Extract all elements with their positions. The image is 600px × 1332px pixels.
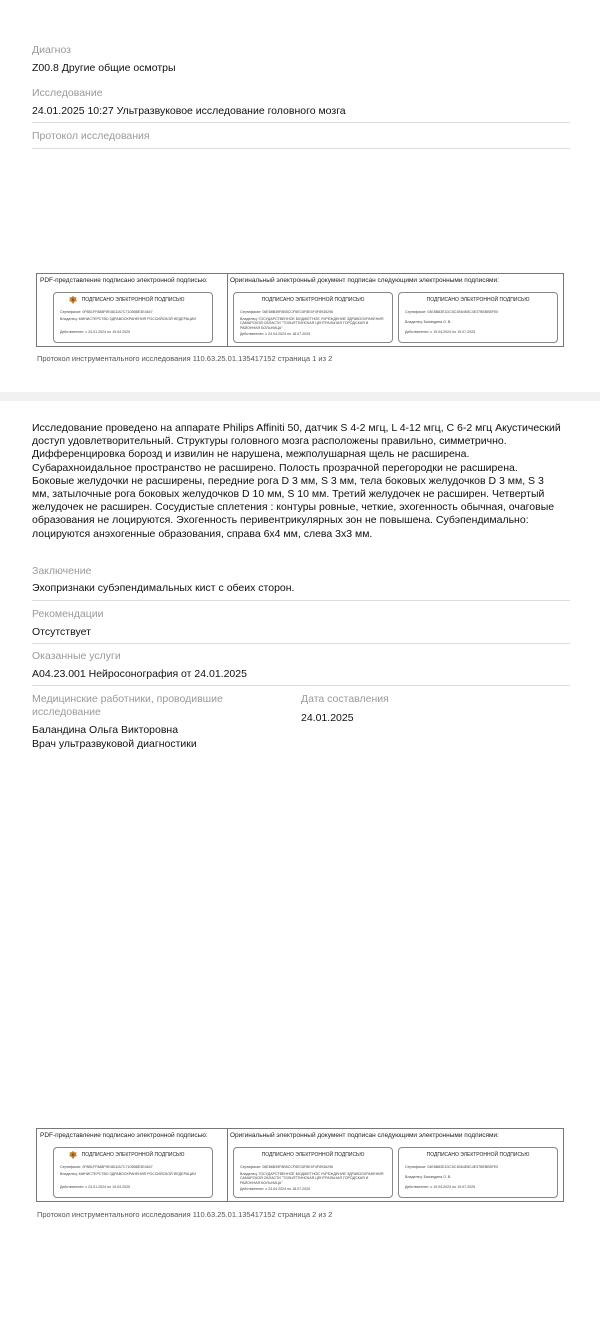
conclusion-label: Заключение <box>32 565 92 577</box>
staff-label <box>32 693 282 719</box>
date-value: 24.01.2025 <box>301 712 354 724</box>
stamp-certificate: Сертификат: 04E8B83E1DC5C1B64E8C4E37BEBB5FE0 <box>405 310 499 314</box>
diagnosis-section <box>32 44 570 57</box>
staff-role: Врач ультразвуковой диагностики <box>32 738 197 750</box>
diagnosis-value: Z00.8 Другие общие осмотры <box>32 62 176 74</box>
staff-label-line: исследование <box>32 706 101 718</box>
signature-left-header: PDF-представление подписано электронной подписью: <box>40 277 208 284</box>
stamp-validity: Действителен: с 24.01.2024 по 19.04.2025 <box>60 1185 131 1189</box>
recommendations-label: Рекомендации <box>32 608 104 620</box>
stamp-title: ПОДПИСАНО ЭЛЕКТРОННОЙ ПОДПИСЬЮ <box>426 297 530 303</box>
signature-block <box>36 273 564 347</box>
page-footer: Протокол инструментального исследования 110.63.25.01.135417152 страница 2 из 2 <box>37 1210 333 1219</box>
signature-divider <box>227 1129 228 1201</box>
divider <box>32 600 570 601</box>
document-page-1 <box>0 0 600 392</box>
stamp-certificate: Сертификат: 0F8B1FF888F9E481DA7C7105B8E3E4647 <box>60 310 153 314</box>
signature-stamp <box>398 292 558 343</box>
signature-stamp <box>53 1147 213 1198</box>
protocol-label: Протокол исследования <box>32 130 150 142</box>
stamp-certificate: Сертификат: 0F8B1FF888F9E481DA7C7105B8E3E4647 <box>60 1165 153 1169</box>
stamp-title: ПОДПИСАНО ЭЛЕКТРОННОЙ ПОДПИСЬЮ <box>426 1152 530 1158</box>
signature-stamp <box>233 292 393 343</box>
study-label: Исследование <box>32 87 103 99</box>
staff-label-line: Медицинские работники, проводившие <box>32 693 223 705</box>
signature-left-header: PDF-представление подписано электронной подписью: <box>40 1132 208 1139</box>
stamp-certificate: Сертификат: 06E88B39F8B5CCF6EC6F8E4F4F8936296 <box>240 1165 334 1169</box>
stamp-owner: Владелец: ГОСУДАРСТВЕННОЕ БЮДЖЕТНОЕ УЧРЕЖДЕНИЕ ЗДРАВООХРАНЕНИЯ САМАРСКОЙ ОБЛАСТИ "ТОЛЬЯТТИНСКАЯ ЦЕНТРАЛЬНАЯ ГОРОДСКАЯ И РАЙОННАЯ БОЛЬНИЦА" <box>240 1172 384 1185</box>
diagnosis-label: Диагноз <box>32 44 71 56</box>
page-separator <box>0 392 600 401</box>
services-label: Оказанные услуги <box>32 650 121 662</box>
signature-block <box>36 1128 564 1202</box>
stamp-certificate: Сертификат: 04E8B83E1DC5C1B64E8C4E37BEBB5FE0 <box>405 1165 499 1169</box>
stamp-owner: Владелец: МИНИСТЕРСТВО ЗДРАВООХРАНЕНИЯ РОССИЙСКОЙ ФЕДЕРАЦИИ <box>60 1172 196 1176</box>
date-label: Дата составления <box>301 693 389 705</box>
recommendations-value: Отсутствует <box>32 626 91 638</box>
stamp-title: ПОДПИСАНО ЭЛЕКТРОННОЙ ПОДПИСЬЮ <box>81 297 185 303</box>
divider <box>32 685 570 686</box>
stamp-owner: Владелец: ГОСУДАРСТВЕННОЕ БЮДЖЕТНОЕ УЧРЕЖДЕНИЕ ЗДРАВООХРАНЕНИЯ САМАРСКОЙ ОБЛАСТИ "ТОЛЬЯТТИНСКАЯ ЦЕНТРАЛЬНАЯ ГОРОДСКАЯ И РАЙОННАЯ БОЛЬНИЦА" <box>240 317 384 330</box>
stamp-owner: Владелец: Баландина О. В. <box>405 1175 452 1179</box>
staff-name: Баландина Ольга Викторовна <box>32 724 179 736</box>
services-value: A04.23.001 Нейросонография от 24.01.2025 <box>32 668 247 680</box>
document-page-2 <box>0 401 600 1332</box>
signature-right-header: Оригинальный электронный документ подписан следующими электронными подписями: <box>230 277 499 284</box>
stamp-title: ПОДПИСАНО ЭЛЕКТРОННОЙ ПОДПИСЬЮ <box>261 1152 365 1158</box>
stamp-owner: Владелец: Баландина О. В. <box>405 320 452 324</box>
divider <box>32 643 570 644</box>
signature-stamp <box>233 1147 393 1198</box>
stamp-title: ПОДПИСАНО ЭЛЕКТРОННОЙ ПОДПИСЬЮ <box>81 1152 185 1158</box>
stamp-owner: Владелец: МИНИСТЕРСТВО ЗДРАВООХРАНЕНИЯ РОССИЙСКОЙ ФЕДЕРАЦИИ <box>60 317 196 321</box>
study-description: Исследование проведено на аппарате Philips Affiniti 50, датчик S 4-2 мгц, L 4-12 мгц, C 6-2 мгц Акустический доступ удовлетворительный. Структуры головного мозга расположены правильно, симметрично. Дифференцировка борозд и извилин не нарушена, межполушарная щель не расширена. Субарахноидальное пространство не расширено. Полость прозрачной перегородки не расширена. Боковые желудочки не расширены, передние рога D 3 мм, S 3 мм, тела боковых желудочков D 3 мм, S 3 мм, затылочные рога боковых желудочков D 10 мм, S 10 мм. Третий желудочек не расширен. Четвертый желудочек не расширен. Сосудистые сплетения : контуры ровные, четкие, эхогенность обычная, очаговые образования не лоцируются. Эхогенность перивентрикулярных зон не повышена. Субэпендимально: лоцируются анэхогенные образования, справа 6х4 мм, слева 3х3 мм. <box>32 422 561 540</box>
conclusion-value: Эхопризнаки субэпендимальных кист с обеих сторон. <box>32 582 295 594</box>
signature-stamp <box>53 292 213 343</box>
stamp-certificate: Сертификат: 06E88B39F8B5CCF6EC6F8E4F4F8936296 <box>240 310 334 314</box>
stamp-validity: Действителен: с 24.04.2024 по 18.07.2025 <box>240 332 311 336</box>
stamp-validity: Действителен: с 24.01.2024 по 19.04.2025 <box>60 330 131 334</box>
divider <box>32 148 570 149</box>
signature-right-header: Оригинальный электронный документ подписан следующими электронными подписями: <box>230 1132 499 1139</box>
divider <box>32 122 570 123</box>
stamp-validity: Действителен: с 19.04.2024 по 19.07.2025 <box>405 330 476 334</box>
stamp-validity: Действителен: с 24.04.2024 по 18.07.2025 <box>240 1187 311 1191</box>
page-footer: Протокол инструментального исследования 110.63.25.01.135417152 страница 1 из 2 <box>37 354 333 363</box>
signature-stamp <box>398 1147 558 1198</box>
study-value: 24.01.2025 10:27 Ультразвуковое исследование головного мозга <box>32 105 346 117</box>
signature-divider <box>227 274 228 346</box>
stamp-title: ПОДПИСАНО ЭЛЕКТРОННОЙ ПОДПИСЬЮ <box>261 297 365 303</box>
stamp-validity: Действителен: с 19.04.2024 по 19.07.2025 <box>405 1185 476 1189</box>
